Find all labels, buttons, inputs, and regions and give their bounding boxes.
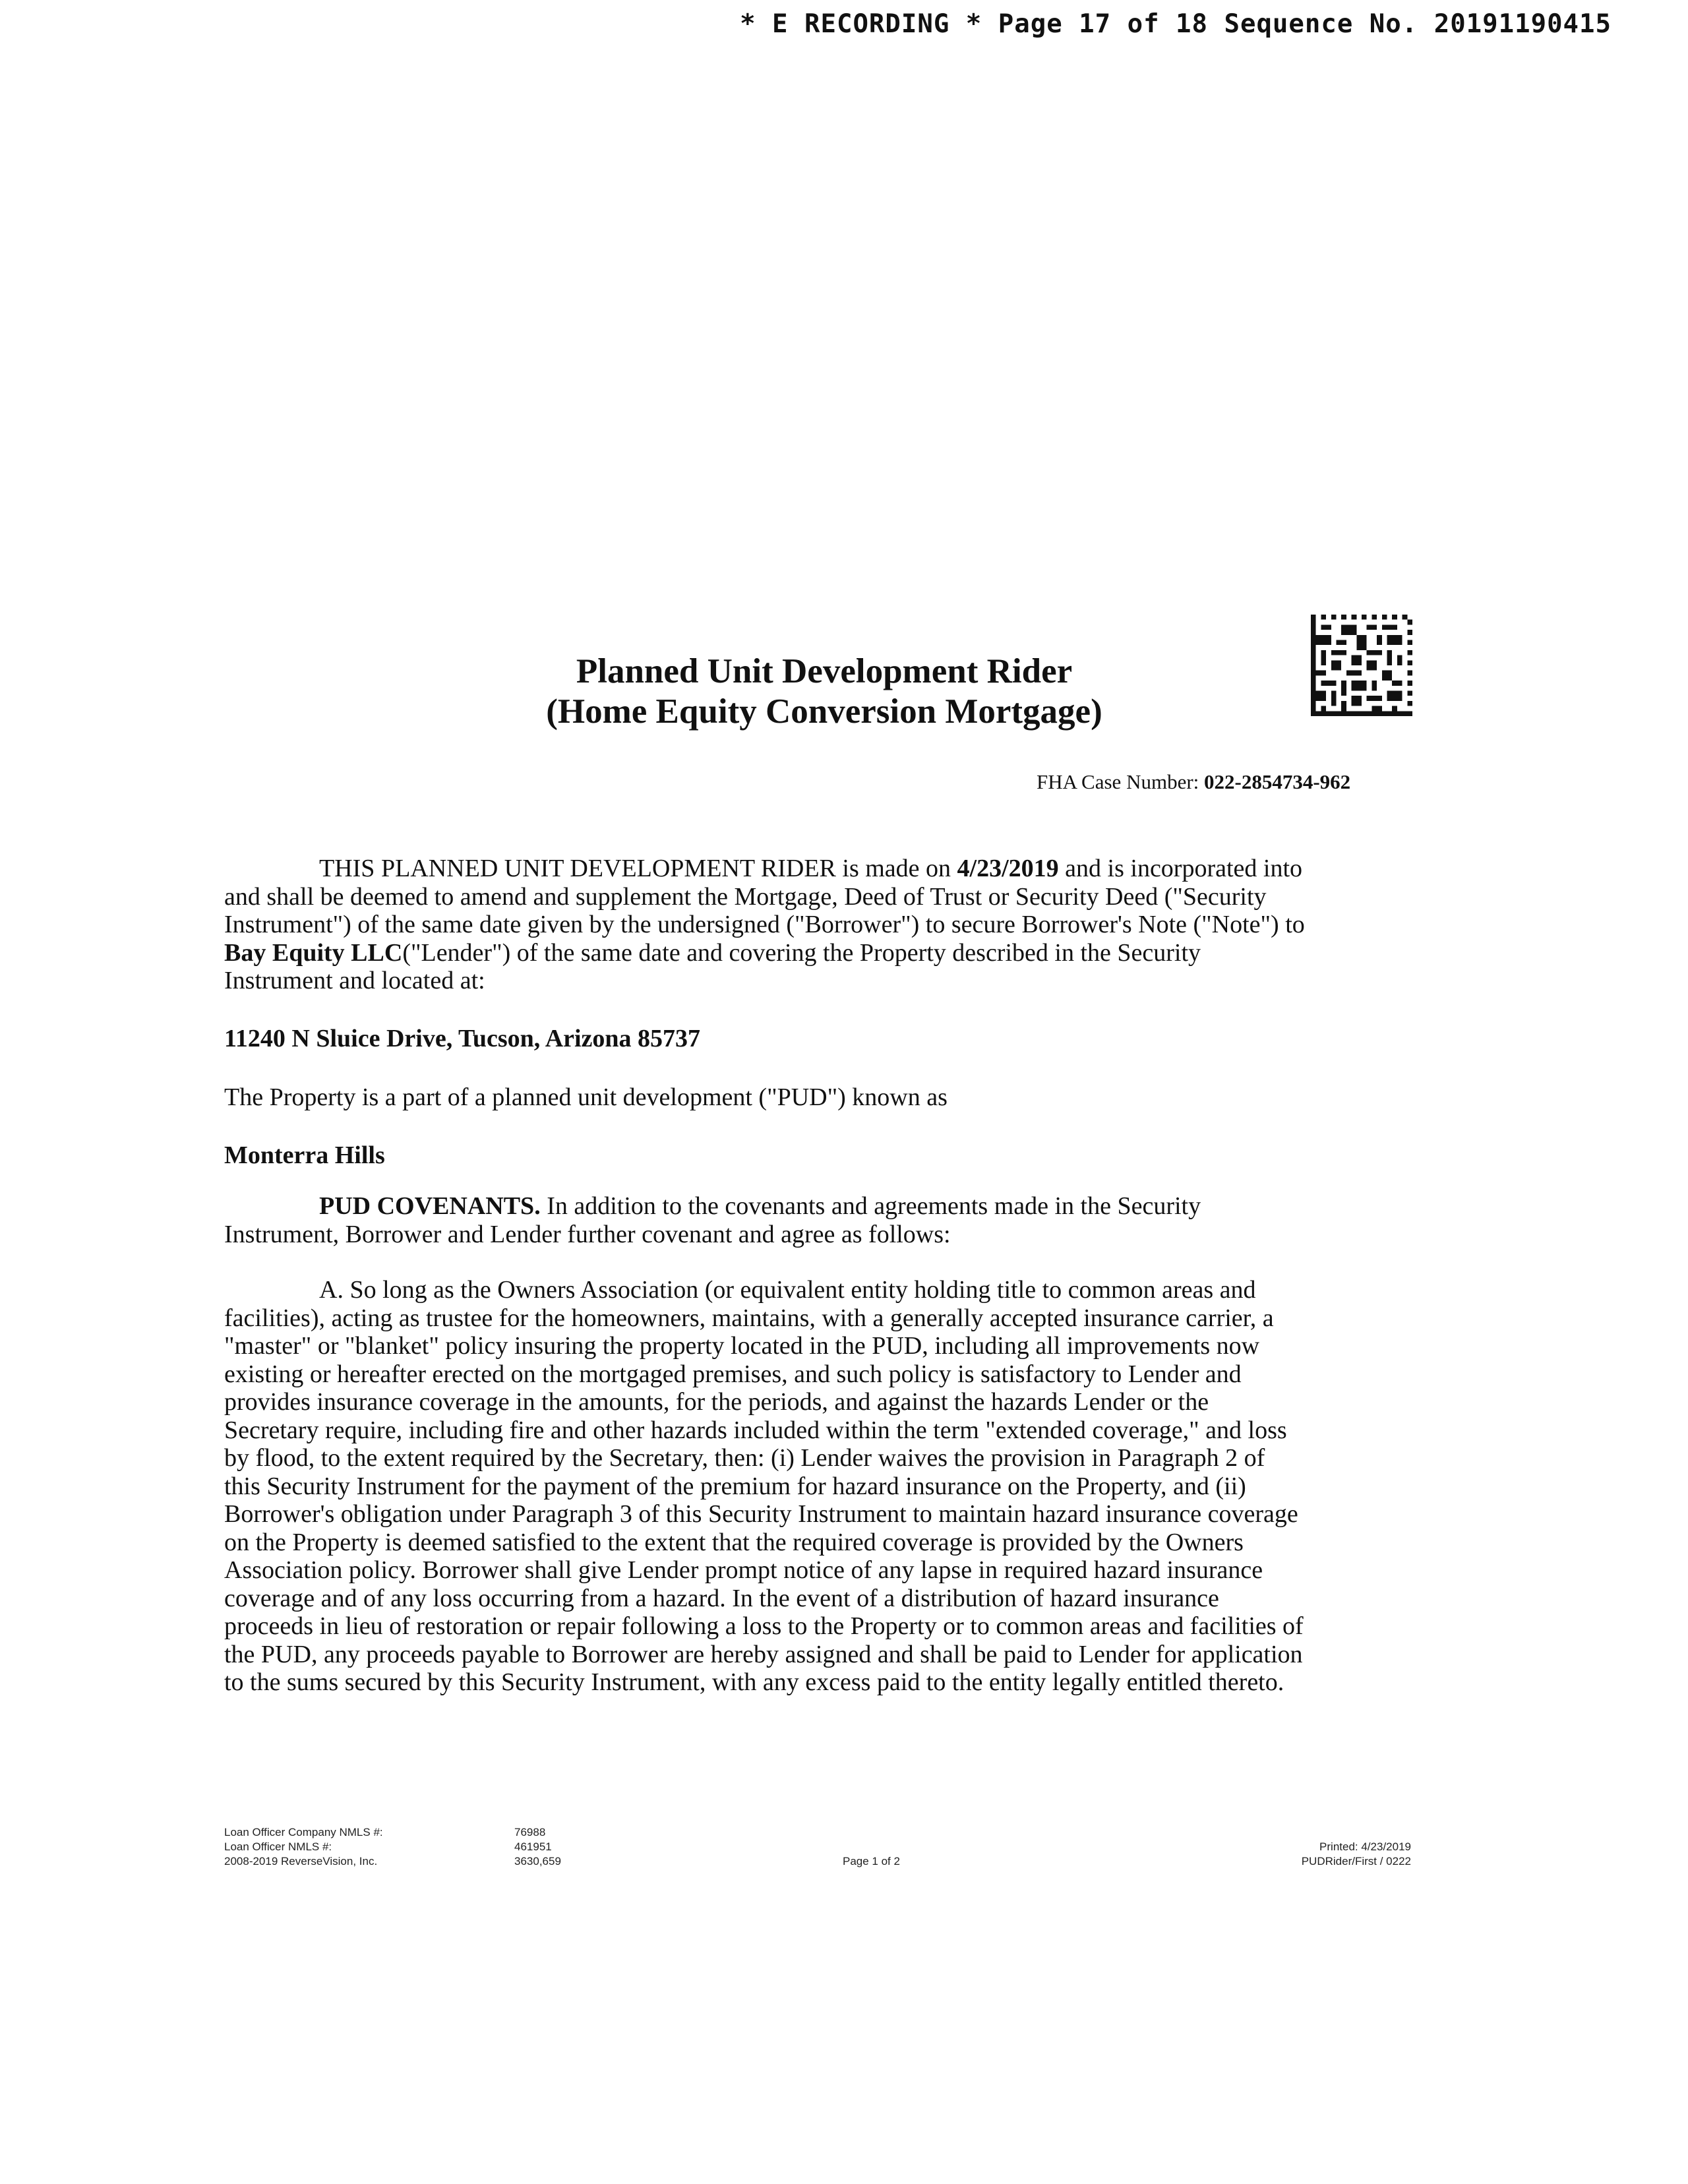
- footer-value: 76988: [514, 1826, 546, 1838]
- property-address: 11240 N Sluice Drive, Tucson, Arizona 85737: [224, 1025, 701, 1052]
- covenants-heading: PUD COVENANTS.: [319, 1192, 541, 1220]
- covenants-text: In addition to the covenants and agreements made in the Security Instrument, Borrower and Lender further covenant and agree as follows:: [224, 1192, 1201, 1248]
- footer-print-info: [1240, 1840, 1411, 1869]
- lender-name: Bay Equity LLC: [224, 938, 403, 967]
- footer-label: 2008-2019 ReverseVision, Inc.: [224, 1855, 378, 1867]
- footer-values: [514, 1825, 646, 1869]
- intro-paragraph: [224, 855, 1306, 995]
- paragraph-a: A. So long as the Owners Association (or equivalent entity holding title to common areas and facilities), acting as trustee for the homeowners, maintains, with a generally accepted insurance carrier, a "master" or "blanket" policy insuring the property located in the PUD, including all improvements now existing or hereafter erected on the mortgaged premises, and such policy is satisfactory to Lender and provides insurance coverage in the amounts, for the periods, and against the hazards Lender or the Secretary require, including fire and other hazards included within the term "extended coverage," and loss by flood, to the extent required by the Secretary, then: (i) Lender waives the provision in Paragraph 2 of this Security Instrument for the payment of the premium for hazard insurance on the Property, and (ii) Borrower's obligation under Paragraph 3 of this Security Instrument to maintain hazard insurance coverage on the Property is deemed satisfied to the extent that the required coverage is provided by the Owners Association policy. Borrower shall give Lender prompt notice of any lapse in required hazard insurance coverage and of any loss occurring from a hazard. In the event of a distribution of hazard insurance proceeds in lieu of restoration or repair following a loss to the Property or to common areas and facilities of the PUD, any proceeds payable to Borrower are hereby assigned and shall be paid to Lender for application to the sums secured by this Security Instrument, with any excess paid to the entity legally entitled thereto.: [224, 1276, 1304, 1696]
- intro-part-1: THIS PLANNED UNIT DEVELOPMENT RIDER is made on: [319, 855, 957, 882]
- pud-name: Monterra Hills: [224, 1141, 385, 1169]
- footer-labels: [224, 1825, 501, 1869]
- form-id: PUDRider/First / 0222: [1301, 1855, 1411, 1867]
- footer-label: Loan Officer NMLS #:: [224, 1840, 332, 1853]
- pud-covenants-paragraph: [224, 1192, 1306, 1248]
- footer-page-number: Page 1 of 2: [843, 1855, 900, 1867]
- document-title: [409, 652, 1240, 732]
- pud-known-as: The Property is a part of a planned unit development ("PUD") known as: [224, 1083, 948, 1111]
- fha-number: 022-2854734-962: [1204, 770, 1351, 793]
- footer-label: Loan Officer Company NMLS #:: [224, 1826, 383, 1838]
- fha-label: FHA Case Number:: [1037, 770, 1205, 793]
- footer-value: 461951: [514, 1840, 552, 1853]
- title-line-2: (Home Equity Conversion Mortgage): [546, 692, 1102, 731]
- title-line-1: Planned Unit Development Rider: [576, 652, 1073, 690]
- intro-part-3: ("Lender") of the same date and covering the Property described in the Security Instrument and located at:: [224, 938, 1201, 994]
- recording-header: * E RECORDING * Page 17 of 18 Sequence No. 20191190415: [740, 9, 1612, 39]
- printed-date: Printed: 4/23/2019: [1319, 1840, 1411, 1853]
- intro-part-2: and is incorporated into and shall be deemed to amend and supplement the Mortgage, Deed of Trust or Security Deed ("Security Instrument") of the same date given by the undersigned ("Borrower") to secure Borrower's Note ("Note") to: [224, 855, 1305, 938]
- fha-case-number: [1037, 770, 1350, 794]
- footer-value: 3630,659: [514, 1855, 561, 1867]
- rider-date: 4/23/2019: [957, 855, 1059, 882]
- datamatrix-barcode: [1311, 615, 1412, 716]
